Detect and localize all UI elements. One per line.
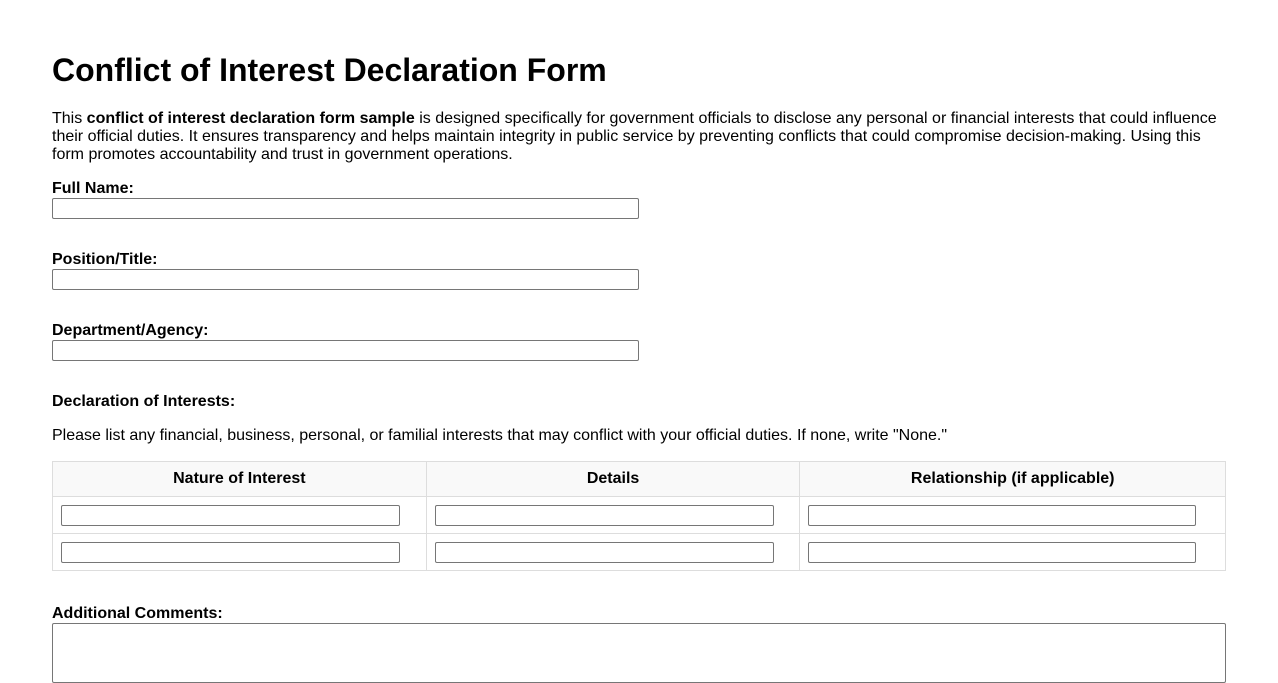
comments-label: Additional Comments:	[52, 605, 223, 622]
table-cell	[800, 497, 1226, 534]
table-row	[53, 534, 1226, 571]
column-header-nature: Nature of Interest	[53, 462, 427, 497]
table-row	[53, 497, 1226, 534]
intro-text	[52, 110, 1226, 164]
details-input[interactable]	[435, 505, 774, 526]
relationship-input[interactable]	[808, 542, 1196, 563]
position-label: Position/Title:	[52, 251, 158, 268]
details-input[interactable]	[435, 542, 774, 563]
declaration-heading: Declaration of Interests:	[52, 393, 236, 410]
table-cell	[800, 534, 1226, 571]
position-input[interactable]	[52, 269, 639, 290]
page-title: Conflict of Interest Declaration Form	[52, 52, 607, 88]
department-input[interactable]	[52, 340, 639, 361]
column-header-relationship: Relationship (if applicable)	[800, 462, 1226, 497]
column-header-details: Details	[426, 462, 800, 497]
declaration-instructions: Please list any financial, business, personal, or familial interests that may conflict with your official duties. If none, write "None."	[52, 427, 948, 444]
intro-before: This	[52, 110, 87, 127]
table-cell	[53, 534, 427, 571]
table-cell	[53, 497, 427, 534]
comments-textarea[interactable]	[52, 623, 1226, 683]
intro-after: is designed specifically for government officials to disclose any personal or financial interests that could influence their official duties. It ensures transparency and helps maintain integrity in public service by preventing conflicts that could compromise decision-making. Using this form promotes accountability and trust in government operations.	[52, 110, 1217, 163]
department-label: Department/Agency:	[52, 322, 209, 339]
interests-table	[52, 461, 1226, 571]
relationship-input[interactable]	[808, 505, 1196, 526]
full-name-label: Full Name:	[52, 180, 134, 197]
full-name-input[interactable]	[52, 198, 639, 219]
table-cell	[426, 497, 800, 534]
nature-input[interactable]	[61, 542, 400, 563]
table-cell	[426, 534, 800, 571]
nature-input[interactable]	[61, 505, 400, 526]
table-header-row	[53, 462, 1226, 497]
intro-bold: conflict of interest declaration form sample	[86, 110, 415, 127]
